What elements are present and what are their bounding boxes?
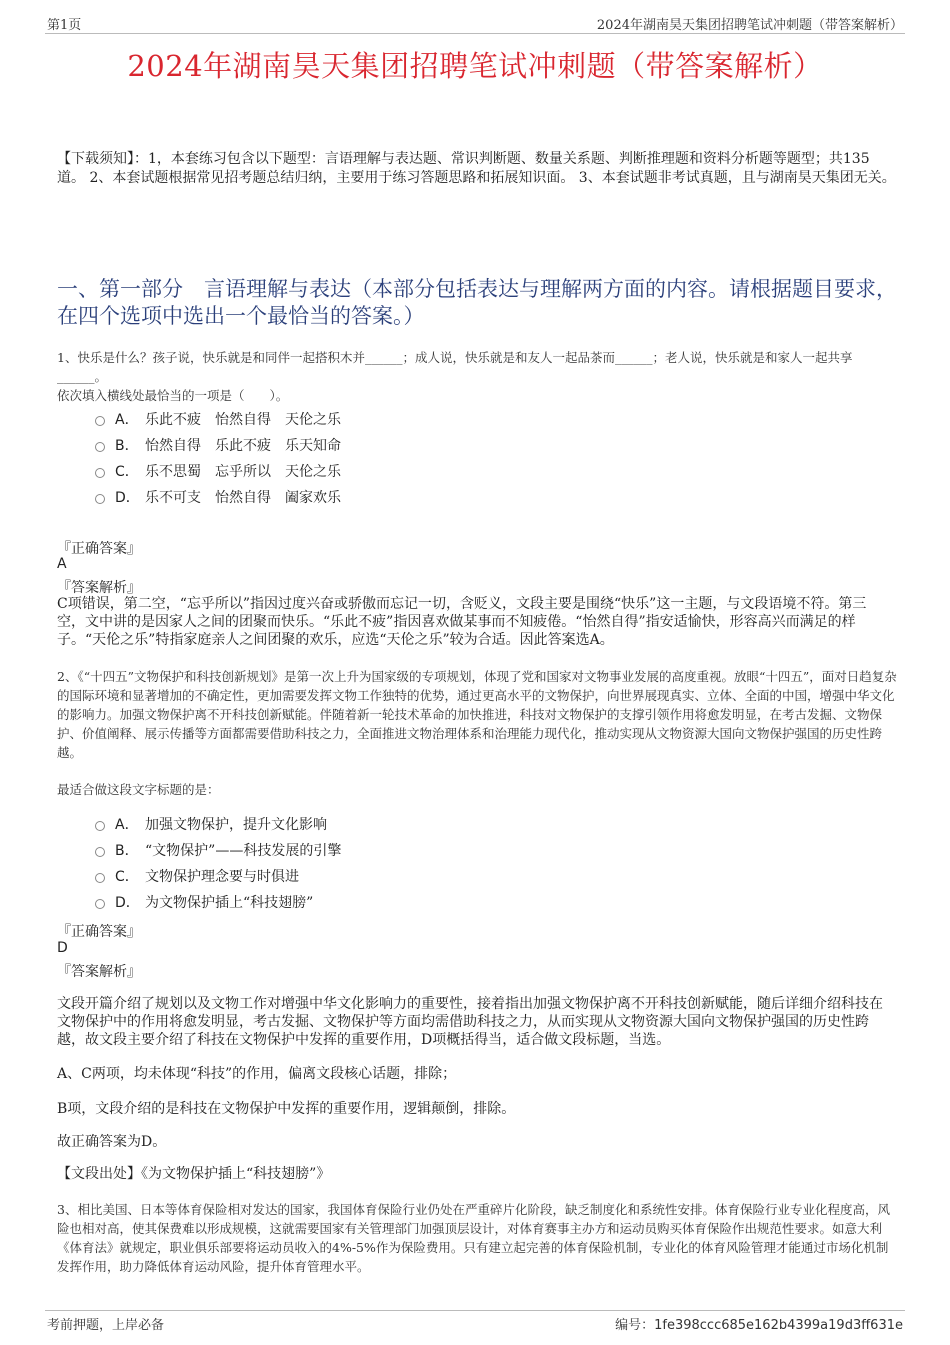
download-notice: 【下载须知】：1，本套练习包含以下题型：言语理解与表达题、常识判断题、数量关系题、判断推理题和资料分析题等题型；共135道。 2、本套试题根据常见招考题总结归纳，主要用于练习答题思路和拓展知识面。 3、本套试题非考试真题，且与湖南昊天集团无关。	[57, 151, 896, 186]
radio-icon[interactable]	[95, 847, 105, 857]
question-1-option-c[interactable]: C． 乐不思蜀 忘乎所以 天伦之乐	[95, 458, 341, 484]
question-1-answer: A	[57, 556, 67, 572]
radio-icon[interactable]	[95, 873, 105, 883]
question-1	[57, 348, 897, 405]
question-2-answer-label: 『正确答案』	[57, 924, 141, 940]
question-1-stem: 1、快乐是什么？孩子说，快乐就是和同伴一起搭积木并______；成人说，快乐就是和友人一起品茶而______；老人说，快乐就是和家人一起共享______。	[57, 350, 853, 384]
question-1-answer-label: 『正确答案』	[57, 541, 141, 557]
question-2-option-a[interactable]: A． 加强文物保护，提升文化影响	[95, 811, 341, 837]
radio-icon[interactable]	[95, 494, 105, 504]
document-title: 2024年湖南昊天集团招聘笔试冲刺题（带答案解析）	[127, 49, 823, 83]
question-2-analysis-para-2: A、C两项，均未体现“科技”的作用，偏离文段核心话题，排除；	[57, 1066, 457, 1082]
header-page-label: 第1页	[47, 18, 82, 33]
question-2-option-d[interactable]: D． 为文物保护插上“科技翅膀”	[95, 889, 341, 915]
radio-icon[interactable]	[95, 821, 105, 831]
question-1-option-b[interactable]: B． 怡然自得 乐此不疲 乐天知命	[95, 432, 341, 458]
radio-icon[interactable]	[95, 442, 105, 452]
section-title: 一、第一部分 言语理解与表达（本部分包括表达与理解两方面的内容。请根据题目要求，在四个选项中选出一个最恰当的答案。）	[57, 277, 897, 328]
question-1-option-a[interactable]: A． 乐此不疲 怡然自得 天伦之乐	[95, 406, 341, 432]
question-3-stem: 3、相比美国、日本等体育保险相对发达的国家，我国体育保险行业仍处在严重碎片化阶段，缺乏制度化和系统性安排。体育保险行业专业化程度高，风险也相对高，使其保费难以形成规模，这就需要国家有关管理部门加强顶层设计，对体育赛事主办方和运动员购买体育保险作出规范性要求。如意大利《体育法》就规定，职业俱乐部要将运动员收入的4%-5%作为保险费用。只有建立起完善的体育保险机制，专业化的体育风险管理才能通过市场化机制发挥作用，助力降低体育运动风险，提升体育管理水平。	[57, 1202, 890, 1274]
question-2-instruction: 最适合做这段文字标题的是：	[57, 782, 220, 797]
header-divider	[45, 33, 905, 34]
footer-serial-value: 1fe398ccc685e162b4399a19d3ff631e	[654, 1318, 903, 1333]
question-2-option-b[interactable]: B． “文物保护”——科技发展的引擎	[95, 837, 341, 863]
footer-divider	[45, 1310, 905, 1311]
question-2-analysis-para-4: 故正确答案为D。	[57, 1134, 167, 1150]
question-2-analysis-para-3: B项，文段介绍的是科技在文物保护中发挥的重要作用，逻辑颠倒，排除。	[57, 1101, 516, 1117]
question-2-answer: D	[57, 940, 68, 956]
footer-serial-label: 编号：	[615, 1318, 655, 1333]
footer-serial	[615, 1314, 903, 1333]
question-1-options	[95, 406, 341, 510]
question-2-stem: 2、《“十四五”文物保护和科技创新规划》是第一次上升为国家级的专项规划，体现了党和国家对文物事业发展的高度重视。放眼“十四五”，面对日趋复杂的国际环境和显著增加的不确定性，更加需要发挥文物工作独特的优势，通过更高水平的文物保护，向世界展现真实、立体、全面的中国，增强中华文化的影响力。加强文物保护离不开科技创新赋能。伴随着新一轮技术革命的加快推进，科技对文物保护的支撑引领作用将愈发明显，在考古发掘、文物保护、价值阐释、展示传播等方面都需要借助科技之力，全面推进文物治理体系和治理能力现代化，推动实现从文物资源大国向文物保护强国的历史性跨越。	[57, 669, 897, 760]
header-doc-title: 2024年湖南昊天集团招聘笔试冲刺题（带答案解析）	[596, 18, 903, 33]
question-1-option-d[interactable]: D． 乐不可支 怡然自得 阖家欢乐	[95, 484, 341, 510]
question-2-options	[95, 811, 341, 915]
question-1-instruction: 依次填入横线处最恰当的一项是（ ）。	[57, 388, 289, 403]
footer-slogan: 考前押题，上岸必备	[47, 1318, 165, 1333]
radio-icon[interactable]	[95, 899, 105, 909]
question-1-analysis-label: 『答案解析』	[57, 580, 141, 596]
question-2-analysis-label: 『答案解析』	[57, 964, 141, 980]
question-2-option-c[interactable]: C． 文物保护理念要与时俱进	[95, 863, 341, 889]
question-3	[57, 1200, 897, 1276]
question-2	[57, 667, 897, 762]
question-1-analysis: C项错误，第二空，“忘乎所以”指因过度兴奋或骄傲而忘记一切，含贬义，文段主要是围绕“快乐”这一主题，与文段语境不符。第三空，文中讲的是因家人之间的团聚而快乐。“乐此不疲”指因喜欢做某事而不知疲倦。“怡然自得”指安适愉快，形容高兴而满足的样子。“天伦之乐”特指家庭亲人之间团聚的欢乐，应选“天伦之乐”较为合适。因此答案选A。	[57, 596, 867, 648]
radio-icon[interactable]	[95, 416, 105, 426]
question-2-analysis-para-1: 文段开篇介绍了规划以及文物工作对增强中华文化影响力的重要性，接着指出加强文物保护离不开科技创新赋能，随后详细介绍科技在文物保护中的作用将愈发明显，考古发掘、文物保护等方面均需借助科技之力，从而实现从文物资源大国向文物保护强国的历史性跨越，故文段主要介绍了科技在文物保护中发挥的重要作用，D项概括得当，适合做文段标题，当选。	[57, 996, 883, 1048]
question-2-source: 【文段出处】《为文物保护插上“科技翅膀”》	[57, 1166, 331, 1182]
radio-icon[interactable]	[95, 468, 105, 478]
